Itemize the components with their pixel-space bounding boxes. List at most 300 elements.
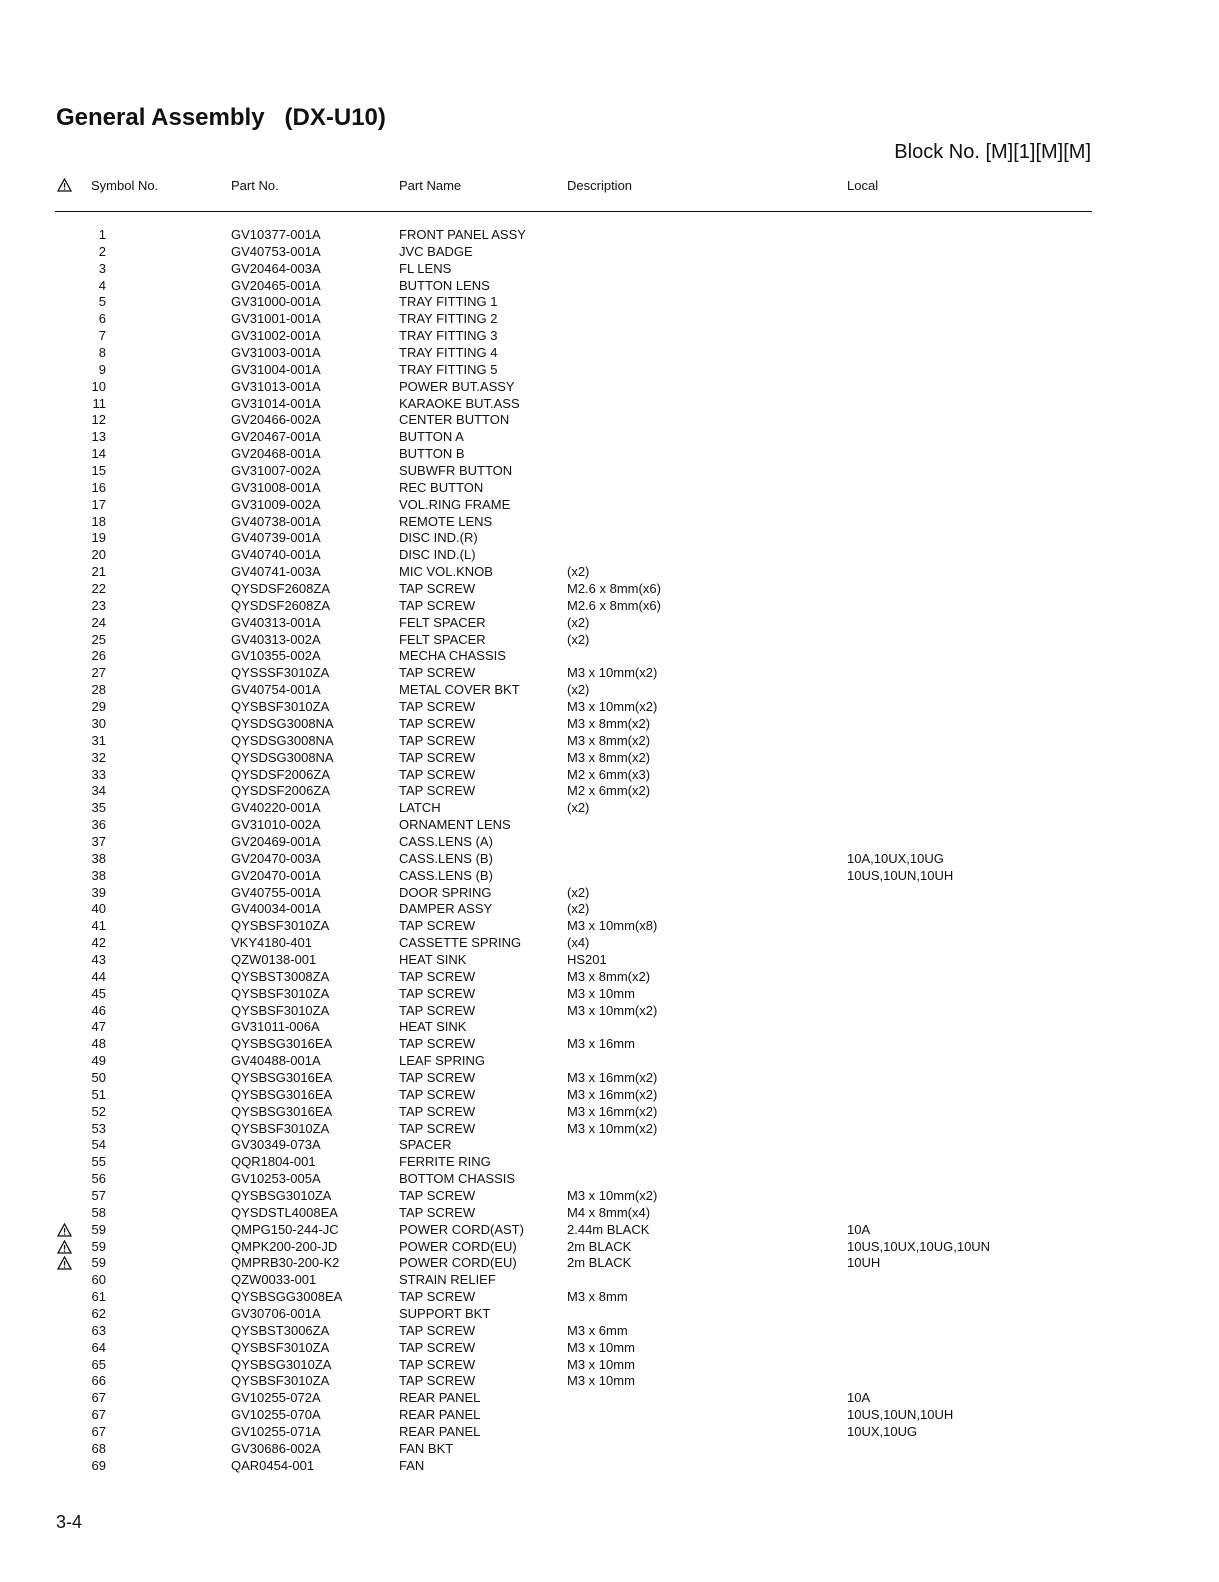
description-cell: HS201 [567, 951, 607, 967]
part-no-cell: QZW0033-001 [231, 1272, 317, 1288]
part-no-cell: GV10377-001A [231, 227, 321, 242]
table-row [0, 918, 1219, 935]
table-row [0, 1239, 1219, 1256]
part-no-cell: GV31007-002A [231, 463, 321, 479]
symbol-no-cell: 64 [91, 1339, 106, 1355]
symbol-no-cell: 8 [98, 345, 106, 361]
part-no-cell: QYSBSG3016EA [231, 1069, 333, 1085]
symbol-no-cell: 5 [98, 294, 106, 310]
table-row [0, 1205, 1219, 1222]
part-no-cell: GV31002-001A [231, 328, 321, 344]
description-cell: M3 x 10mm(x2) [567, 1002, 658, 1018]
table-row [0, 682, 1219, 699]
local-cell: 10A,10UX,10UG [847, 850, 944, 866]
symbol-no-cell: 29 [91, 699, 106, 715]
part-no-cell: QYSDSF2006ZA [231, 766, 330, 782]
part-no-cell: QYSDSF2006ZA [231, 783, 330, 799]
warning-icon [57, 1223, 72, 1237]
part-name-cell: TAP SCREW [399, 1373, 476, 1389]
description-cell: M2 x 6mm(x2) [567, 783, 651, 799]
symbol-no-cell: 62 [91, 1306, 106, 1321]
table-row [0, 480, 1219, 497]
symbol-no-cell: 9 [98, 361, 106, 377]
table-row [0, 868, 1219, 885]
description-cell: M3 x 10mm [567, 1356, 635, 1372]
description-cell: M3 x 10mm(x2) [567, 1187, 658, 1203]
symbol-no-cell: 49 [91, 1053, 106, 1069]
symbol-no-cell: 52 [91, 1103, 106, 1119]
symbol-no-cell: 19 [91, 530, 106, 546]
table-row [0, 514, 1219, 531]
description-cell: M3 x 10mm [567, 985, 635, 1001]
part-no-cell: QYSDSG3008NA [231, 732, 334, 748]
part-name-cell: HEAT SINK [399, 1019, 467, 1035]
part-name-cell: JVC BADGE [399, 243, 473, 259]
symbol-no-cell: 10 [91, 378, 106, 394]
description-cell: M3 x 16mm(x2) [567, 1086, 658, 1102]
part-name-cell: CENTER BUTTON [399, 412, 510, 428]
part-name-cell: ORNAMENT LENS [399, 817, 511, 833]
table-row [0, 1053, 1219, 1070]
symbol-no-cell: 15 [91, 463, 106, 479]
table-row [0, 665, 1219, 682]
symbol-no-cell: 60 [91, 1272, 106, 1288]
part-name-cell: HEAT SINK [399, 951, 467, 967]
part-name-cell: TAP SCREW [399, 1120, 476, 1136]
part-name-cell: TAP SCREW [399, 1086, 476, 1102]
part-no-cell: QYSBSG3010ZA [231, 1187, 332, 1203]
table-row [0, 1289, 1219, 1306]
column-header-symbol-no: Symbol No. [91, 178, 159, 193]
symbol-no-cell: 59 [91, 1221, 106, 1237]
table-row [0, 969, 1219, 986]
part-no-cell: GV40738-001A [231, 513, 321, 529]
warning-icon [57, 178, 72, 194]
table-row [0, 311, 1219, 328]
part-no-cell: GV40740-001A [231, 547, 321, 563]
part-name-cell: TRAY FITTING 2 [399, 311, 498, 327]
description-cell: M3 x 8mm(x2) [567, 968, 651, 984]
part-no-cell: QYSDSTL4008EA [231, 1204, 338, 1220]
part-no-cell: GV40753-001A [231, 243, 321, 259]
symbol-no-cell: 42 [91, 935, 106, 951]
part-name-cell: TRAY FITTING 3 [399, 328, 498, 344]
table-row [0, 497, 1219, 514]
table-row [0, 851, 1219, 868]
table-row [0, 935, 1219, 952]
table-row [0, 463, 1219, 480]
table-row [0, 1306, 1219, 1323]
part-no-cell: GV40755-001A [231, 884, 321, 900]
local-cell: 10UX,10UG [847, 1424, 918, 1440]
part-no-cell: GV30349-073A [231, 1137, 321, 1153]
description-cell: M3 x 8mm(x2) [567, 749, 651, 765]
description-cell: M3 x 16mm(x2) [567, 1069, 658, 1085]
part-name-cell: STRAIN RELIEF [399, 1272, 496, 1288]
part-no-cell: QYSDSG3008NA [231, 715, 334, 731]
description-cell: M3 x 8mm(x2) [567, 715, 651, 731]
local-cell: 10US,10UX,10UG,10UN [847, 1238, 991, 1254]
parts-list [0, 227, 1219, 1475]
symbol-no-cell: 6 [98, 311, 106, 327]
symbol-no-cell: 39 [91, 884, 106, 900]
part-no-cell: GV20470-001A [231, 867, 321, 883]
description-cell: M2 x 6mm(x3) [567, 766, 651, 782]
symbol-no-cell: 38 [91, 850, 106, 866]
table-row [0, 1255, 1219, 1272]
column-header-local: Local [847, 178, 879, 193]
table-row [0, 648, 1219, 665]
description-cell: (x4) [567, 935, 590, 951]
table-row [0, 632, 1219, 649]
page-title: General Assembly (DX-U10) [56, 104, 386, 131]
part-name-cell: TAP SCREW [399, 1187, 476, 1203]
page-number: 3-4 [56, 1512, 83, 1532]
part-no-cell: GV20469-001A [231, 833, 321, 849]
symbol-no-cell: 32 [91, 749, 106, 765]
symbol-no-cell: 4 [98, 277, 106, 293]
symbol-no-cell: 41 [91, 918, 106, 934]
symbol-no-cell: 44 [91, 968, 106, 984]
part-no-cell: GV31004-001A [231, 361, 321, 377]
table-row [0, 817, 1219, 834]
description-cell: 2.44m BLACK [567, 1221, 650, 1237]
part-no-cell: QYSBSF3010ZA [231, 1339, 330, 1355]
description-cell: M3 x 10mm(x2) [567, 699, 658, 715]
table-row [0, 429, 1219, 446]
table-row [0, 885, 1219, 902]
part-name-cell: POWER CORD(EU) [399, 1255, 517, 1271]
part-no-cell: QYSDSF2608ZA [231, 581, 330, 597]
part-name-cell: SUBWFR BUTTON [399, 463, 513, 479]
table-row [0, 362, 1219, 379]
symbol-no-cell: 48 [91, 1036, 106, 1052]
symbol-no-cell: 2 [98, 243, 106, 259]
part-no-cell: GV31008-001A [231, 479, 321, 495]
table-row [0, 1137, 1219, 1154]
column-header-part-name: Part Name [399, 178, 462, 193]
part-no-cell: GV40220-001A [231, 800, 321, 816]
part-name-cell: REAR PANEL [399, 1424, 481, 1440]
table-row [0, 1154, 1219, 1171]
part-name-cell: BUTTON LENS [399, 277, 490, 293]
part-name-cell: TAP SCREW [399, 1289, 476, 1305]
symbol-no-cell: 51 [91, 1086, 106, 1102]
symbol-no-cell: 33 [91, 766, 106, 782]
part-no-cell: GV10355-002A [231, 648, 321, 664]
symbol-no-cell: 63 [91, 1322, 106, 1338]
symbol-no-cell: 56 [91, 1171, 106, 1187]
part-name-cell: TAP SCREW [399, 699, 476, 715]
symbol-no-cell: 67 [91, 1424, 106, 1440]
local-cell: 10US,10UN,10UH [847, 867, 954, 883]
description-cell: 2m BLACK [567, 1238, 632, 1254]
part-no-cell: GV10255-070A [231, 1407, 321, 1423]
part-no-cell: QMPK200-200-JD [231, 1238, 338, 1254]
part-name-cell: DISC IND.(R) [399, 530, 478, 546]
description-cell: M3 x 6mm [567, 1322, 628, 1338]
symbol-no-cell: 46 [91, 1002, 106, 1018]
table-row [0, 379, 1219, 396]
table-row [0, 750, 1219, 767]
description-cell: M3 x 10mm(x8) [567, 918, 658, 934]
part-no-cell: GV40741-003A [231, 564, 321, 580]
symbol-no-cell: 45 [91, 985, 106, 1001]
warning-icon [57, 1240, 72, 1254]
part-name-cell: TAP SCREW [399, 783, 476, 799]
symbol-no-cell: 36 [91, 817, 106, 833]
table-row [0, 1171, 1219, 1188]
part-no-cell: QYSBSF3010ZA [231, 985, 330, 1001]
table-row [0, 278, 1219, 295]
table-row [0, 1121, 1219, 1138]
table-row [0, 1070, 1219, 1087]
part-no-cell: QYSBSF3010ZA [231, 1373, 330, 1389]
part-name-cell: MIC VOL.KNOB [399, 564, 493, 580]
table-row [0, 615, 1219, 632]
part-no-cell: GV10255-072A [231, 1390, 321, 1406]
part-name-cell: CASS.LENS (B) [399, 850, 493, 866]
symbol-no-cell: 59 [91, 1255, 106, 1271]
local-cell: 10A [847, 1390, 871, 1406]
table-row [0, 547, 1219, 564]
part-name-cell: REAR PANEL [399, 1407, 481, 1423]
part-name-cell: KARAOKE BUT.ASS [399, 395, 520, 411]
part-name-cell: TAP SCREW [399, 1069, 476, 1085]
part-name-cell: TAP SCREW [399, 715, 476, 731]
table-row [0, 1441, 1219, 1458]
table-row [0, 1188, 1219, 1205]
part-name-cell: FELT SPACER [399, 631, 486, 647]
description-cell: M3 x 10mm(x2) [567, 1120, 658, 1136]
symbol-no-cell: 25 [91, 631, 106, 647]
column-header-part-no: Part No. [231, 178, 279, 193]
symbol-no-cell: 67 [91, 1390, 106, 1406]
symbol-no-cell: 12 [91, 412, 106, 428]
part-no-cell: GV20466-002A [231, 412, 321, 428]
part-name-cell: LEAF SPRING [399, 1053, 485, 1069]
part-no-cell: QYSBSF3010ZA [231, 1002, 330, 1018]
table-row [0, 1272, 1219, 1289]
part-no-cell: GV31001-001A [231, 311, 321, 327]
table-row [0, 294, 1219, 311]
symbol-no-cell: 61 [91, 1289, 106, 1305]
part-name-cell: TAP SCREW [399, 985, 476, 1001]
part-name-cell: SPACER [399, 1137, 452, 1153]
part-no-cell: QYSBSG3016EA [231, 1086, 333, 1102]
part-name-cell: SUPPORT BKT [399, 1306, 491, 1321]
table-row [0, 699, 1219, 716]
part-name-cell: DOOR SPRING [399, 884, 492, 900]
description-cell: M3 x 10mm [567, 1339, 635, 1355]
description-cell: M3 x 8mm(x2) [567, 732, 651, 748]
symbol-no-cell: 20 [91, 547, 106, 563]
part-no-cell: QYSBSF3010ZA [231, 918, 330, 934]
symbol-no-cell: 16 [91, 479, 106, 495]
part-no-cell: QAR0454-001 [231, 1457, 315, 1473]
block-number: Block No. [M][1][M][M] [894, 141, 1091, 163]
table-row [0, 261, 1219, 278]
symbol-no-cell: 7 [98, 328, 106, 344]
part-name-cell: POWER CORD(EU) [399, 1238, 517, 1254]
description-cell: M4 x 8mm(x4) [567, 1204, 651, 1220]
part-no-cell: GV40313-001A [231, 614, 321, 630]
description-cell: M3 x 10mm(x2) [567, 665, 658, 681]
part-name-cell: TRAY FITTING 4 [399, 345, 498, 361]
part-name-cell: TAP SCREW [399, 665, 476, 681]
local-cell: 10UH [847, 1255, 881, 1271]
table-row [0, 1036, 1219, 1053]
table-row [0, 1323, 1219, 1340]
part-no-cell: GV31014-001A [231, 395, 321, 411]
part-name-cell: BOTTOM CHASSIS [399, 1171, 516, 1187]
symbol-no-cell: 57 [91, 1187, 106, 1203]
part-no-cell: GV31009-002A [231, 496, 321, 512]
part-name-cell: TAP SCREW [399, 1356, 476, 1372]
part-no-cell: QYSBSG3010ZA [231, 1356, 332, 1372]
description-cell: M3 x 16mm [567, 1036, 635, 1052]
description-cell: M3 x 10mm [567, 1373, 635, 1389]
table-row [0, 412, 1219, 429]
description-cell: 2m BLACK [567, 1255, 632, 1271]
table-row [0, 581, 1219, 598]
symbol-no-cell: 50 [91, 1069, 106, 1085]
part-name-cell: MECHA CHASSIS [399, 648, 506, 664]
symbol-no-cell: 53 [91, 1120, 106, 1136]
table-row [0, 446, 1219, 463]
symbol-no-cell: 11 [92, 395, 106, 411]
symbol-no-cell: 34 [91, 783, 106, 799]
table-row [0, 564, 1219, 581]
table-row [0, 901, 1219, 918]
header-divider [55, 211, 1092, 212]
part-no-cell: GV40488-001A [231, 1053, 321, 1069]
table-row [0, 396, 1219, 413]
part-name-cell: TAP SCREW [399, 918, 476, 934]
symbol-no-cell: 30 [91, 715, 106, 731]
symbol-no-cell: 27 [91, 665, 106, 681]
table-row [0, 227, 1219, 244]
part-no-cell: GV31000-001A [231, 294, 321, 310]
table-row [0, 244, 1219, 261]
table-row [0, 530, 1219, 547]
part-name-cell: POWER CORD(AST) [399, 1221, 524, 1237]
part-no-cell: QQR1804-001 [231, 1154, 316, 1170]
symbol-no-cell: 18 [91, 513, 106, 529]
description-cell: (x2) [567, 564, 590, 580]
part-name-cell: TAP SCREW [399, 1339, 476, 1355]
part-name-cell: FERRITE RING [399, 1154, 491, 1170]
table-row [0, 1087, 1219, 1104]
part-no-cell: GV31011-006A [231, 1019, 320, 1035]
table-row [0, 986, 1219, 1003]
table-row [0, 783, 1219, 800]
part-no-cell: QYSBSG3016EA [231, 1036, 333, 1052]
symbol-no-cell: 24 [91, 614, 106, 630]
part-no-cell: GV10255-071A [231, 1424, 321, 1440]
part-name-cell: TAP SCREW [399, 1036, 476, 1052]
part-no-cell: QYSBSGG3008EA [231, 1289, 343, 1305]
symbol-no-cell: 38 [91, 867, 106, 883]
description-cell: (x2) [567, 884, 590, 900]
symbol-no-cell: 14 [91, 446, 106, 462]
symbol-no-cell: 21 [91, 564, 106, 580]
symbol-no-cell: 65 [91, 1356, 106, 1372]
part-no-cell: QMPRB30-200-K2 [231, 1255, 340, 1271]
table-row [0, 328, 1219, 345]
table-row [0, 1357, 1219, 1374]
part-no-cell: QYSDSF2608ZA [231, 597, 330, 613]
warning-icon [57, 1256, 72, 1270]
table-row [0, 345, 1219, 362]
table-row [0, 1458, 1219, 1475]
description-cell: M2.6 x 8mm(x6) [567, 581, 661, 597]
symbol-no-cell: 26 [91, 648, 106, 664]
part-no-cell: QYSBST3008ZA [231, 968, 330, 984]
description-cell: M3 x 8mm [567, 1289, 628, 1305]
part-name-cell: POWER BUT.ASSY [399, 378, 515, 394]
part-name-cell: FRONT PANEL ASSY [399, 227, 526, 242]
part-name-cell: TAP SCREW [399, 1002, 476, 1018]
part-no-cell: QMPG150-244-JC [231, 1221, 339, 1237]
column-header-description: Description [567, 178, 633, 193]
table-row [0, 1340, 1219, 1357]
part-no-cell: GV20470-003A [231, 850, 321, 866]
part-name-cell: TAP SCREW [399, 749, 476, 765]
table-row [0, 1104, 1219, 1121]
part-name-cell: TAP SCREW [399, 1204, 476, 1220]
part-no-cell: QYSBSG3016EA [231, 1103, 333, 1119]
symbol-no-cell: 69 [91, 1457, 106, 1473]
part-name-cell: VOL.RING FRAME [399, 496, 511, 512]
symbol-no-cell: 23 [91, 597, 106, 613]
table-row [0, 1019, 1219, 1036]
part-name-cell: REC BUTTON [399, 479, 484, 495]
symbol-no-cell: 13 [91, 429, 106, 445]
part-name-cell: TAP SCREW [399, 1322, 476, 1338]
part-no-cell: GV31013-001A [231, 378, 321, 394]
table-row [0, 767, 1219, 784]
table-row [0, 598, 1219, 615]
part-name-cell: REAR PANEL [399, 1390, 481, 1406]
part-no-cell: VKY4180-401 [231, 935, 312, 951]
part-name-cell: DISC IND.(L) [399, 547, 476, 563]
part-name-cell: TAP SCREW [399, 597, 476, 613]
local-cell: 10US,10UN,10UH [847, 1407, 954, 1423]
part-no-cell: GV20467-001A [231, 429, 321, 445]
part-name-cell: CASSETTE SPRING [399, 935, 522, 951]
part-no-cell: GV40313-002A [231, 631, 321, 647]
part-name-cell: BUTTON A [399, 429, 464, 445]
part-name-cell: TAP SCREW [399, 581, 476, 597]
part-name-cell: CASS.LENS (B) [399, 867, 493, 883]
symbol-no-cell: 17 [91, 496, 106, 512]
table-row [0, 1407, 1219, 1424]
symbol-no-cell: 67 [91, 1407, 106, 1423]
table-row [0, 1222, 1219, 1239]
part-name-cell: TAP SCREW [399, 968, 476, 984]
part-name-cell: FAN BKT [399, 1440, 454, 1456]
description-cell: (x2) [567, 614, 590, 630]
table-row [0, 1424, 1219, 1441]
part-no-cell: GV20468-001A [231, 446, 321, 462]
symbol-no-cell: 54 [91, 1137, 106, 1153]
description-cell: (x2) [567, 800, 590, 816]
part-no-cell: QYSBST3006ZA [231, 1322, 330, 1338]
table-row [0, 1003, 1219, 1020]
part-no-cell: GV40034-001A [231, 901, 321, 917]
part-no-cell: QYSBSF3010ZA [231, 1120, 330, 1136]
